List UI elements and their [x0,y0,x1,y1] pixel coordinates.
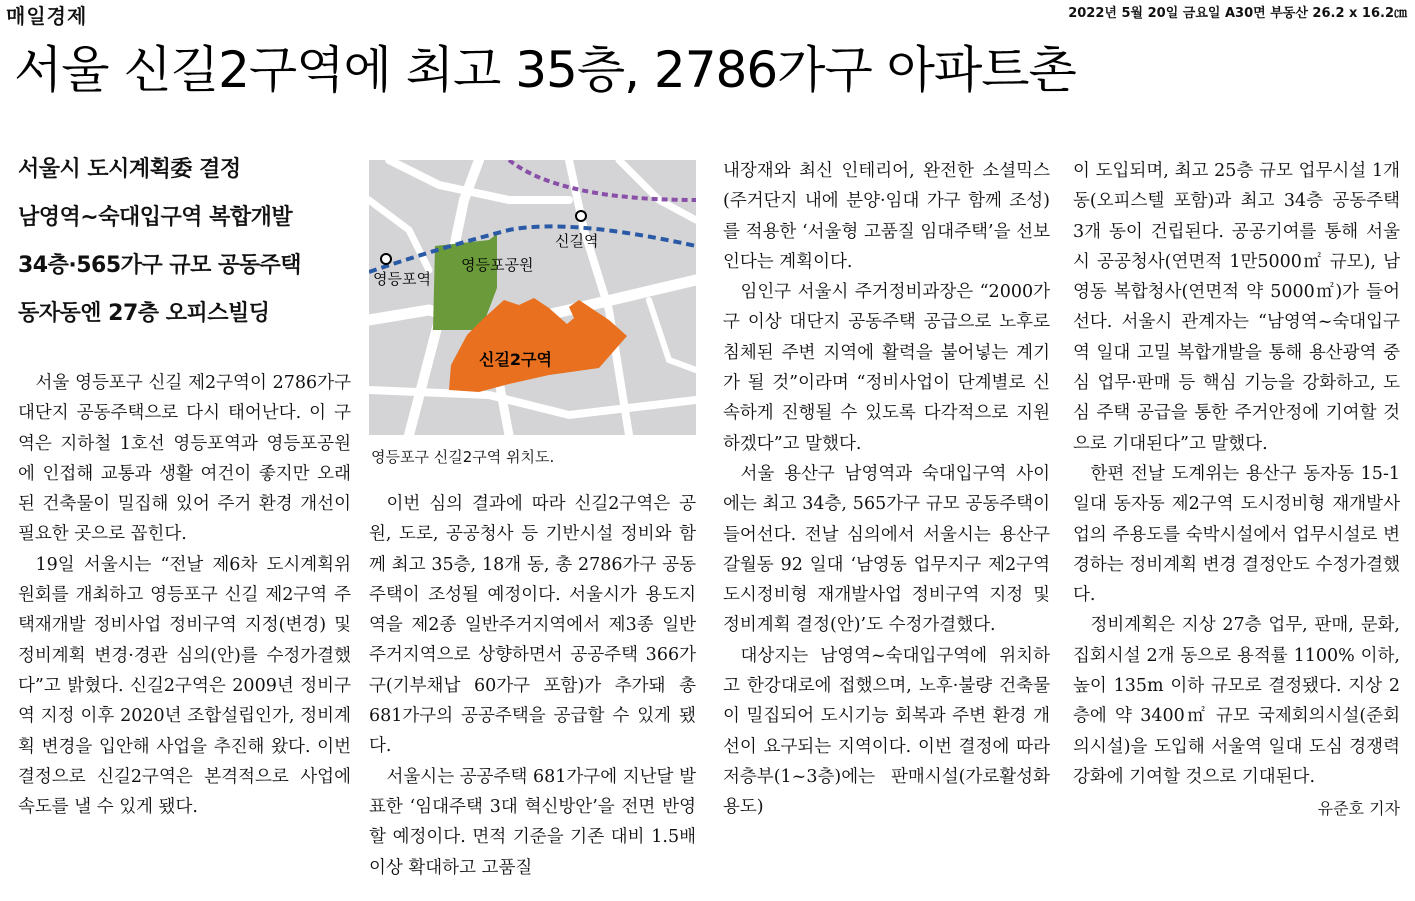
paragraph: 임인구 서울시 주거정비과장은 “2000가구 이상 대단지 공동주택 공급으로 노후로 침체된 주변 지역에 활력을 불어넣는 계기가 될 것”이라며 “정비사업이 단계별로 신속하게 진행될 수 있도록 다각적으로 지원하겠다”고 말했다. [723,282,1050,454]
paragraph: 내장재와 최신 인테리어, 완전한 소셜믹스(주거단지 내에 분양·임대 가구 함께 조성)를 적용한 ‘서울형 고품질 임대주택’을 선보인다는 계획이다. [723,161,1050,272]
subhead: 서울시 도시계획委 결정 [18,157,241,182]
paragraph: 서울시는 공공주택 681가구에 지난달 발표한 ‘임대주택 3대 혁신방안’을 전면 반영할 예정이다. 면적 기준을 기존 대비 1.5배 이상 확대하고 고품질 [369,766,696,878]
map-caption: 영등포구 신길2구역 위치도. [371,448,555,466]
subhead: 34층·565가구 규모 공동주택 [18,253,301,278]
label-park: 영등포공원 [461,256,534,274]
article-column-4 [1073,156,1400,825]
byline: 유준호 기자 [1317,799,1400,819]
station-yeongdeungpo-icon [381,254,391,264]
paragraph: 19일 서울시는 “전날 제6차 도시계획위원회를 개최하고 영등포구 신길 제2구역 주택재개발 정비사업 정비구역 지정(변경) 및 정비계획 변경·경관 심의(안)를 수정가결했다”고 밝혔다. 신길2구역은 2009년 정비구역 지정 이후 2020년 조합설립인가, 정비계획 변경을 입안해 사업을 추진해 왔다. 이번 결정으로 신길2구역은 본격적으로 사업에 속도를 낼 수 있게 됐다. [18,554,351,818]
paragraph: 한편 전날 도계위는 용산구 동자동 15-1 일대 동자동 제2구역 도시정비형 재개발사업의 주용도를 숙박시설에서 업무시설로 변경하는 정비계획 변경 결정안도 수정가결했다. [1073,463,1400,606]
headline: 서울 신길2구역에 최고 35층, 2786가구 아파트촌 [14,41,1076,99]
subhead: 남영역~숙대입구역 복합개발 [18,205,293,230]
station-singil-icon [576,211,586,221]
label-yeongdeungpo-station: 영등포역 [373,270,431,288]
label-singil-station: 신길역 [555,232,599,250]
paragraph: 이번 심의 결과에 따라 신길2구역은 공원, 도로, 공공청사 등 기반시설 정비와 함께 최고 35층, 18개 동, 총 2786가구 공동주택이 조성될 예정이다. 서울시가 용도지역을 제2종 일반주거지역에서 제3종 일반주거지역으로 상향하면서 공공주택 366가구(기부채납 60가구 포함)가 추가돼 총 681가구의 공공주택을 공급할 수 있게 됐다. [369,494,696,757]
article-column-2 [369,489,696,883]
article-column-1 [18,368,351,822]
subheads [18,150,358,342]
paragraph: 이 도입되며, 최고 25층 규모 업무시설 1개 동(오피스텔 포함)과 최고 34층 공동주택 3개 동이 건립된다. 공공기여를 통해 서울시 공공청사(연면적 1만5000㎡ 규모), 남영동 복합청사(연면적 약 5000㎡)가 들어선다. 서울시 관계자는 “남영역~숙대입구역 일대 고밀 복합개발을 통해 용산광역 중심 업무·판매 등 핵심 기능을 강화하고, 도심 주택 공급을 통한 주거안정에 기여할 것으로 기대된다”고 말했다. [1073,161,1400,454]
paragraph: 대상지는 남영역~숙대입구역에 위치하고 한강대로에 접했으며, 노후·불량 건축물이 밀집되어 도시기능 회복과 주변 환경 개선이 요구되는 지역이다. 이번 결정에 따라 저층부(1~3층)에는 판매시설(가로활성화 용도) [723,645,1050,818]
label-district: 신길2구역 [479,350,552,369]
subhead: 동자동엔 27층 오피스빌딩 [18,301,270,326]
masthead-logo: 매일경제 [6,4,88,28]
paragraph: 서울 용산구 남영역과 숙대입구역 사이에는 최고 34층, 565가구 규모 공동주택이 들어선다. 전날 심의에서 서울시는 용산구 갈월동 92 일대 ‘남영동 업무지구 제2구역 도시정비형 재개발사업 정비구역 지정 및 정비계획 결정(안)’도 수정가결했다. [723,463,1050,636]
article-column-3 [723,156,1050,823]
paragraph: 정비계획은 지상 27층 업무, 판매, 문화, 집회시설 2개 동으로 용적률 1100% 이하, 높이 135m 이하 규모로 결정됐다. 지상 2층에 약 3400㎡ 규모 국제회의시설(준회의시설)을 도입해 서울역 일대 도심 경쟁력 강화에 기여할 것으로 기대된다. [1073,615,1400,787]
paragraph: 서울 영등포구 신길 제2구역이 2786가구 대단지 공동주택으로 다시 태어난다. 이 구역은 지하철 1호선 영등포역과 영등포공원에 인접해 교통과 생활 여건이 좋지만 오래된 건축물이 밀집해 있어 주거 환경 개선이 필요한 곳으로 꼽힌다. [18,373,351,545]
location-map [369,160,696,435]
dateline: 2022년 5월 20일 금요일 A30면 부동산 26.2 x 16.2㎝ [1068,6,1407,21]
